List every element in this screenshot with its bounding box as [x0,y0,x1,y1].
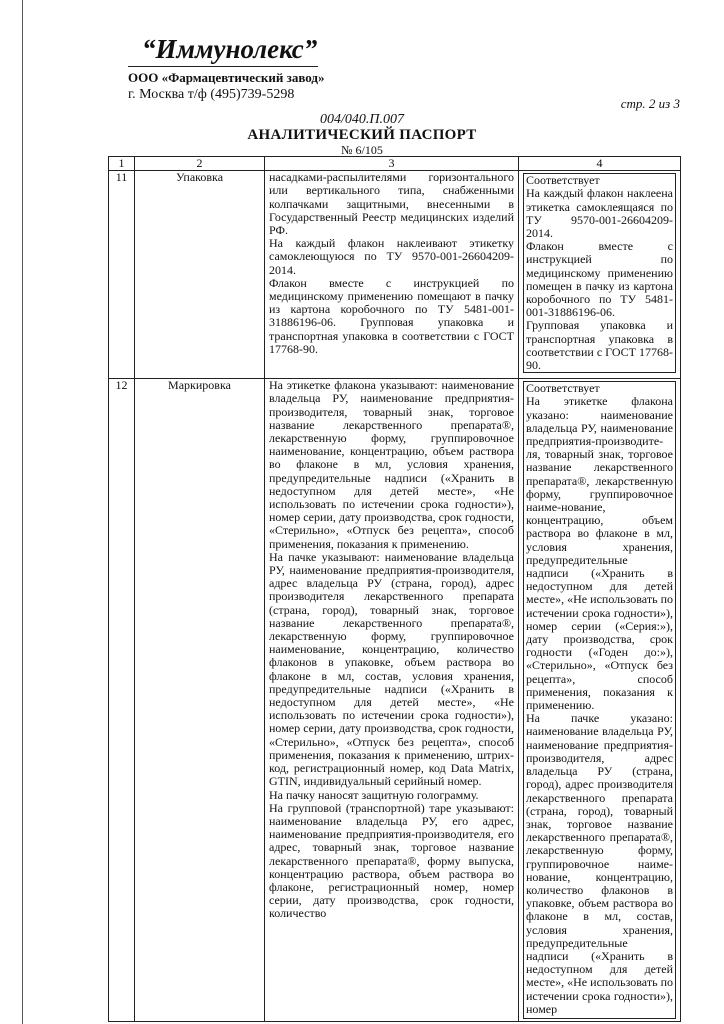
requirement-clip [269,379,514,1021]
requirement-text: На этикетке флакона указывают: наименование владельца РУ, наименование предприятия-производителя, товарный знак, торговое название лекарственного препарата®, лекарственную форму, группировочное наименование, концентрацию, объем раствора во флаконе в мл, условия хранения, предупредительные надписи («Хранить в недоступном для детей месте», «Не использовать по истечении срока годности»), номер серии, дату производства, срок годности, «Стерильно», «Отпуск без рецепта», способ применения, показания к применению. [269,379,514,551]
result-cell [519,171,681,379]
row-number: 11 [109,171,135,379]
parameter-name: Упаковка [135,171,265,379]
requirement-text: На каждый флакон наклеивают этикетку самоклеющуюся по ТУ 9570-001-26604209-2014. [269,236,514,277]
result-text: Соответствует [526,173,600,188]
page-number: стр. 2 из 3 [620,96,680,111]
document-code: 004/040.П.007 [320,112,404,127]
document-number: № 6/105 [341,143,383,157]
company-brand: “Иммунолекс” [142,34,318,64]
result-box [523,173,676,373]
table-row [109,379,681,1022]
result-text: На каждый флакон наклеена этикетка самоклеящаяся по ТУ 9570-001-26604209-2014. [526,186,673,241]
column-header: 3 [265,157,519,171]
result-text: Флакон вместе с инструкцией по медицинскому применению помещен в пачку из картона коробочного по ТУ 5481-001-31886196-06. [526,239,673,320]
requirement-text: На групповой (транспортной) таре указывают: наименование владельца РУ, его адрес, наименование предприятия-производителя, его адрес, товарный знак, торговое название лекарственного препарата®, форму выпуска, концентрацию раствора, объем раствора во флаконе, регистрационный номер, номер серии, дату производства, срок годности, количество [269,800,514,921]
document-title: АНАЛИТИЧЕСКИЙ ПАСПОРТ [247,127,477,143]
requirement-cell [265,379,519,1022]
table-row [109,171,681,379]
column-header: 4 [519,157,681,171]
analytical-passport-table [108,156,681,1022]
company-name: ООО «Фармацевтический завод» [128,70,325,85]
requirement-text: Флакон вместе с инструкцией по медицинскому применению помещают в пачку из картона коробочного по ТУ 5481-001-31886196-06. Групповая упаковка и транспортная упаковка в соответствии с ГОСТ 17768-90. [269,275,514,356]
column-header: 1 [109,157,135,171]
requirement-text: насадками-распылителями горизонтального или вертикального типа, снабженными колпачками защитными, внесенными в Государственный Реестр медицинских изделий РФ. [269,170,514,238]
brand-underline [128,66,318,67]
row-number: 12 [109,379,135,1022]
result-text: Соответствует [526,381,600,396]
result-text: Групповая упаковка и транспортная упаковка в соответствии с ГОСТ 17768-90. [526,318,673,373]
requirement-cell [265,171,519,379]
requirement-text: На пачку наносят защитную голограмму. [269,787,479,802]
letterhead [128,34,688,103]
parameter-name: Маркировка [135,379,265,1022]
company-contact: г. Москва т/ф (495)739-5298 [128,87,295,102]
column-header: 2 [135,157,265,171]
result-text: На пачке указано: наименование владельца РУ, наименование предприятия-производителя, адрес владельца РУ (страна, город), адрес производителя лекарственного препарата (страна, город), товарный знак, торговое название лекарственного препарата®, лекарственную форму, группировочное наиме-нование, концентрацию, количество флаконов в упаковке, объем раствора во флаконе в мл, состав, условия хранения, предупредительные надписи («Хранить в недоступном для детей месте», «Не использовать по истечении срока годности»), номер [526,711,673,1016]
table-header-row [109,157,681,171]
result-box [523,381,676,1019]
result-text: На этикетке флакона указано: наименование владельца РУ, наименование предприятия-производите-ля, товарный знак, торговое название лекарственного препарата®, лекарственную форму, группировочное наиме-нование, концентрацию, объем раствора во флаконе в мл, условия хранения, предупредительные надписи («Хранить в недоступном для детей месте», «Не использовать по истечении срока годности»), номер серии («Серия:»), дату производства, срок годности («Годен до:»), «Стерильно», «Отпуск без рецепта», способ применения, показания к применению. [526,394,673,713]
requirement-text: На пачке указывают: наименование владельца РУ, наименование предприятия-производителя, адрес владельца РУ (страна, город), адрес производителя лекарственного препарата (страна, город), товарный знак, торговое название лекарственного препарата®, лекарственную форму, группировочное наименование, концентрацию, количество флаконов в упаковке, объем раствора во флаконе в мл, состав, условия хранения, предупредительные надписи («Хранить в недоступном для детей месте», «Не использовать по истечении срока годности»), номер серии, дату производства, срок годности, «Стерильно», «Отпуск без рецепта», способ применения, показания к применению, штрих-код, регистрационный номер, код Data Matrix, GTIN, индивидуальный серийный номер. [269,549,514,789]
result-cell [519,379,681,1022]
